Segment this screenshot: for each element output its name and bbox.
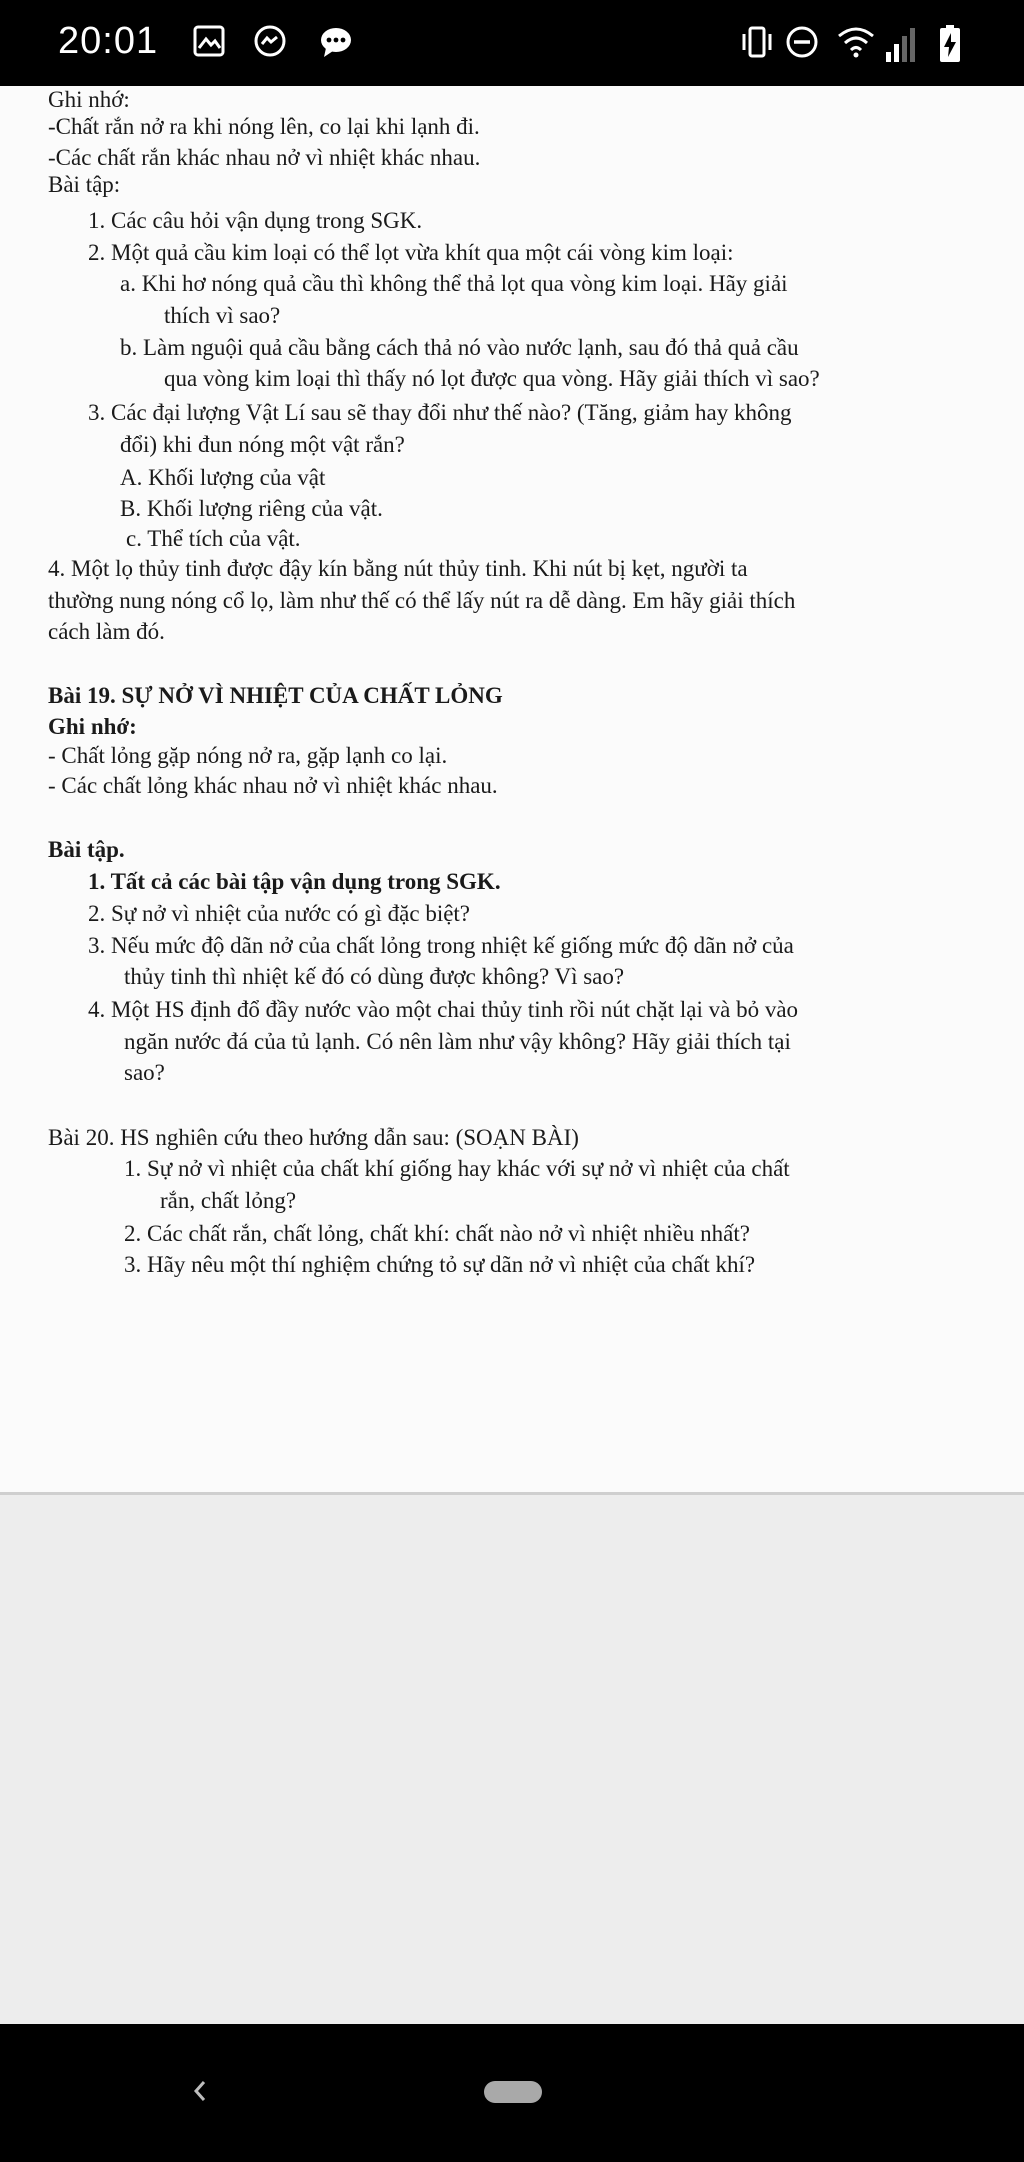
doc-line: qua vòng kim loại thì thấy nó lọt được qua vòng. Hãy giải thích vì sao?	[164, 366, 820, 391]
gallery-icon	[192, 24, 226, 58]
doc-line: cách làm đó.	[48, 619, 165, 644]
doc-line: b. Làm nguội quả cầu bằng cách thả nó vào nước lạnh, sau đó thả quả cầu	[120, 335, 799, 360]
doc-line: 3. Các đại lượng Vật Lí sau sẽ thay đổi như thế nào? (Tăng, giảm hay không	[88, 400, 792, 425]
doc-line: Ghi nhớ:	[48, 714, 137, 739]
doc-line: thủy tinh thì nhiệt kế đó có dùng được không? Vì sao?	[124, 964, 625, 989]
doc-line: 4. Một HS định đổ đầy nước vào một chai thủy tinh rồi nút chặt lại và bỏ vào	[88, 997, 799, 1022]
doc-line: 1. Tất cả các bài tập vận dụng trong SGK.	[88, 869, 501, 894]
doc-line: 1. Sự nở vì nhiệt của chất khí giống hay khác với sự nở vì nhiệt của chất	[124, 1156, 790, 1181]
status-time: 20:01	[58, 20, 159, 62]
doc-line: đổi) khi đun nóng một vật rắn?	[120, 432, 405, 457]
doc-line: 1. Các câu hỏi vận dụng trong SGK.	[88, 208, 423, 233]
vibrate-icon	[738, 24, 776, 60]
doc-line: A. Khối lượng của vật	[120, 465, 326, 490]
do-not-disturb-icon	[784, 24, 820, 60]
doc-line: thích vì sao?	[164, 303, 281, 328]
messenger-icon	[252, 24, 288, 60]
doc-line: 2. Sự nở vì nhiệt của nước có gì đặc biệt?	[88, 901, 471, 926]
section-heading: Bài 19. SỰ NỞ VÌ NHIỆT CỦA CHẤT LỎNG	[48, 683, 503, 708]
signal-icon	[884, 24, 920, 64]
doc-line: 3. Nếu mức độ dãn nở của chất lỏng trong nhiệt kế giống mức độ dãn nở của	[88, 933, 794, 958]
doc-line: c. Thể tích của vật.	[126, 526, 301, 551]
back-icon[interactable]	[186, 2076, 216, 2106]
doc-line: Bài 20. HS nghiên cứu theo hướng dẫn sau: (SOẠN BÀI)	[48, 1125, 579, 1150]
doc-line: 4. Một lọ thủy tinh được đậy kín bằng nút thủy tinh. Khi nút bị kẹt, người ta	[48, 556, 748, 581]
doc-line: B. Khối lượng riêng của vật.	[120, 496, 383, 521]
doc-line: thường nung nóng cổ lọ, làm như thế có thể lấy nút ra dễ dàng. Em hãy giải thích	[48, 588, 796, 613]
home-pill-icon[interactable]	[484, 2081, 542, 2103]
doc-line: - Chất lỏng gặp nóng nở ra, gặp lạnh co lại.	[48, 743, 448, 768]
doc-line: sao?	[124, 1060, 165, 1085]
doc-line: a. Khi hơ nóng quả cầu thì không thể thả lọt qua vòng kim loại. Hãy giải	[120, 271, 788, 296]
doc-line: 2. Các chất rắn, chất lỏng, chất khí: chất nào nở vì nhiệt nhiều nhất?	[124, 1221, 750, 1246]
doc-line: - Các chất lỏng khác nhau nở vì nhiệt khác nhau.	[48, 773, 498, 798]
page-divider	[0, 1492, 1024, 1495]
status-bar	[0, 0, 1024, 86]
doc-line: Ghi nhớ:	[48, 87, 130, 112]
wifi-icon	[836, 24, 876, 60]
navigation-bar	[0, 2024, 1024, 2162]
doc-line: Bài tập:	[48, 172, 121, 197]
doc-line: 3. Hãy nêu một thí nghiệm chứng tỏ sự dãn nở vì nhiệt của chất khí?	[124, 1252, 756, 1277]
doc-line: -Chất rắn nở ra khi nóng lên, co lại khi lạnh đi.	[48, 114, 480, 139]
document-page	[0, 86, 1024, 1494]
doc-line: -Các chất rắn khác nhau nở vì nhiệt khác nhau.	[48, 145, 481, 170]
battery-charging-icon	[938, 24, 962, 64]
doc-line: rắn, chất lỏng?	[160, 1188, 297, 1213]
chat-bubble-icon	[318, 24, 354, 60]
doc-line: 2. Một quả cầu kim loại có thể lọt vừa khít qua một cái vòng kim loại:	[88, 240, 734, 265]
doc-line: ngăn nước đá của tủ lạnh. Có nên làm như vậy không? Hãy giải thích tại	[124, 1029, 791, 1054]
doc-line: Bài tập.	[48, 837, 125, 862]
